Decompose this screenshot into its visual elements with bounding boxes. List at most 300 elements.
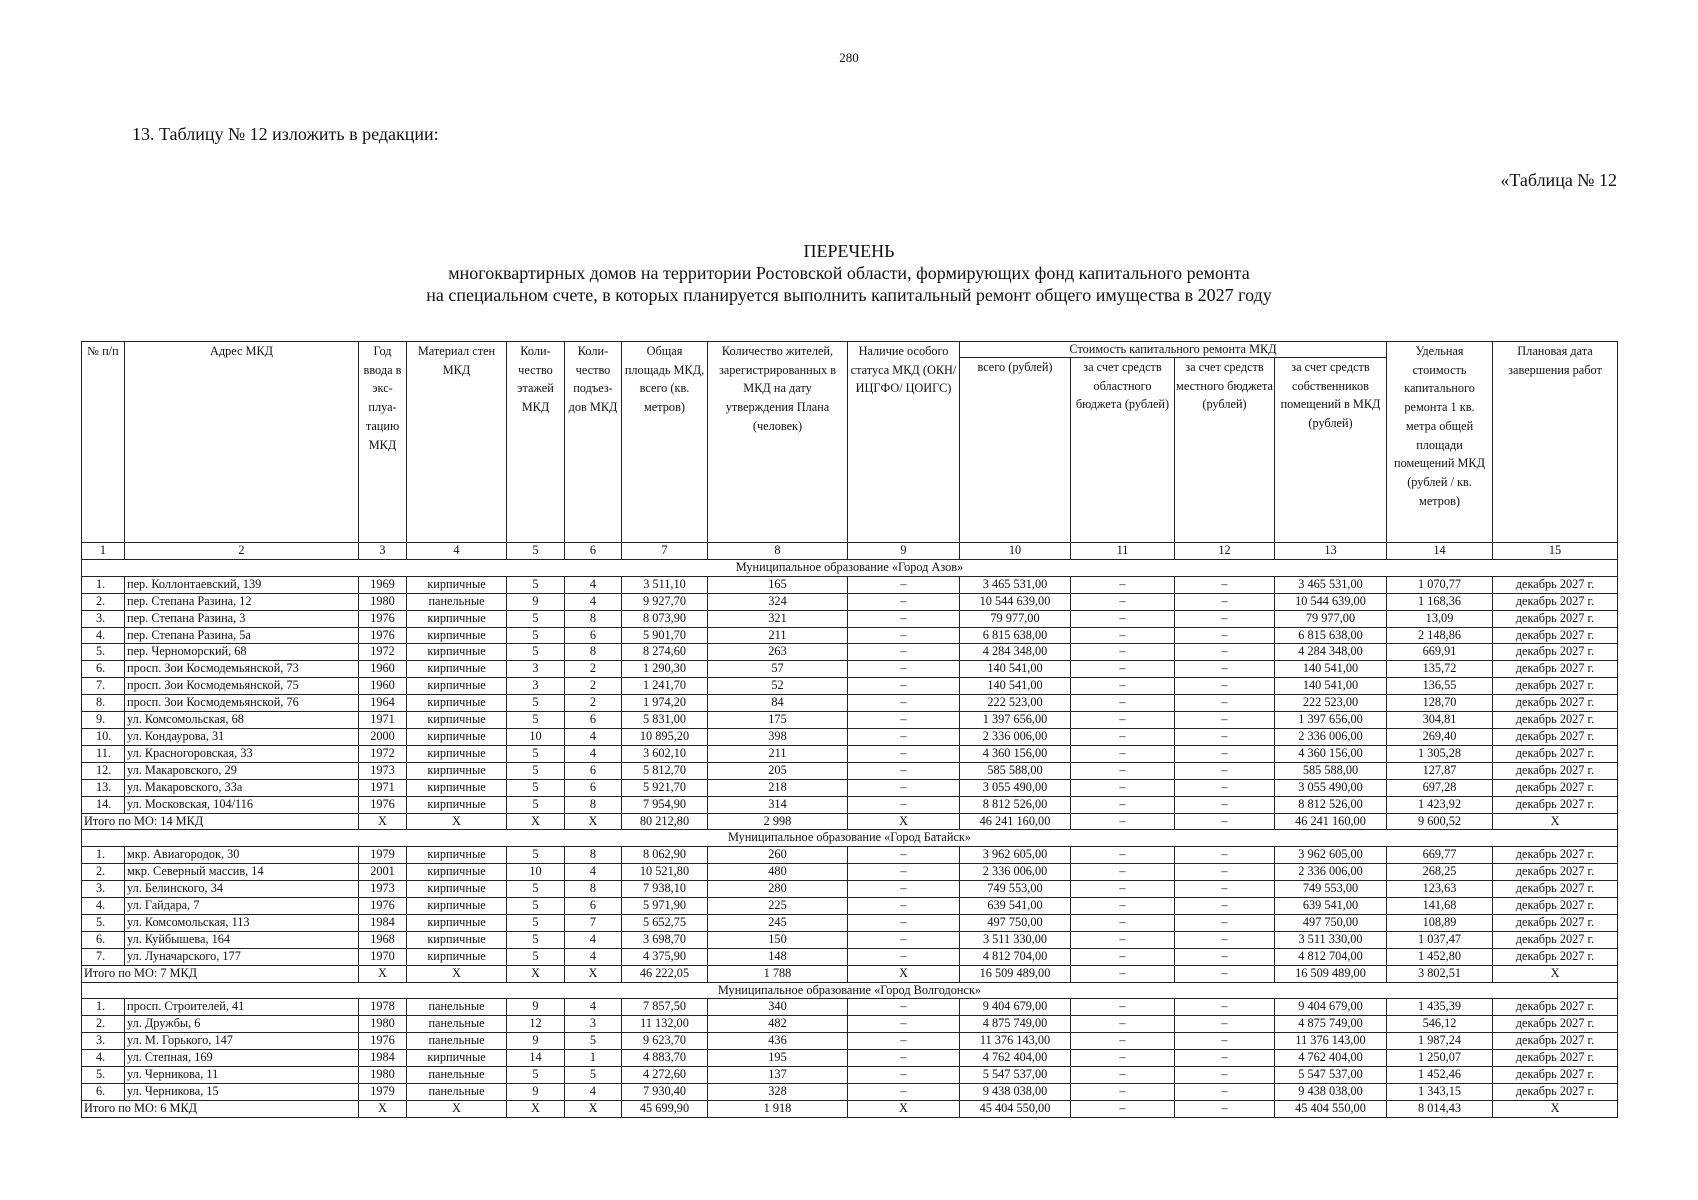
cell-cost-owners: 4 762 404,00 <box>1275 1050 1387 1067</box>
cell-address: просп. Зои Космодемьянской, 73 <box>125 661 359 678</box>
cell-num: 5. <box>82 644 125 661</box>
cell-entrances: 4 <box>565 576 622 593</box>
total-material: X <box>407 965 507 982</box>
cell-num: 2. <box>82 864 125 881</box>
cell-year: 2000 <box>359 728 407 745</box>
cell-floors: 5 <box>507 627 565 644</box>
cell-cost-local: – <box>1175 695 1275 712</box>
cell-cost-owners: 4 360 156,00 <box>1275 745 1387 762</box>
table-header <box>82 342 1618 543</box>
cell-cost-total: 140 541,00 <box>960 678 1071 695</box>
cell-completion: декабрь 2027 г. <box>1493 728 1618 745</box>
cell-floors: 5 <box>507 610 565 627</box>
cell-cost-total: 585 588,00 <box>960 762 1071 779</box>
cell-entrances: 2 <box>565 678 622 695</box>
cell-cost-local: – <box>1175 627 1275 644</box>
cell-cost-total: 4 812 704,00 <box>960 948 1071 965</box>
cell-unit-cost: 1 070,77 <box>1387 576 1493 593</box>
cell-completion: декабрь 2027 г. <box>1493 644 1618 661</box>
cell-address: пер. Степана Разина, 3 <box>125 610 359 627</box>
cell-area: 5 652,75 <box>622 914 708 931</box>
cell-cost-regional: – <box>1071 762 1175 779</box>
cell-residents: 340 <box>708 999 848 1016</box>
cell-num: 11. <box>82 745 125 762</box>
cell-material: кирпичные <box>407 661 507 678</box>
cell-num: 5. <box>82 914 125 931</box>
cell-status: – <box>848 728 960 745</box>
table-row <box>82 1016 1618 1033</box>
total-residents: 1 788 <box>708 965 848 982</box>
cell-cost-owners: 3 465 531,00 <box>1275 576 1387 593</box>
document-title <box>0 240 1698 306</box>
cell-material: кирпичные <box>407 864 507 881</box>
cell-address: ул. М. Горького, 147 <box>125 1033 359 1050</box>
cell-residents: 260 <box>708 847 848 864</box>
cell-year: 1976 <box>359 898 407 915</box>
cell-residents: 321 <box>708 610 848 627</box>
cell-unit-cost: 669,91 <box>1387 644 1493 661</box>
cell-residents: 137 <box>708 1067 848 1084</box>
cell-cost-local: – <box>1175 779 1275 796</box>
cell-completion: декабрь 2027 г. <box>1493 796 1618 813</box>
cell-entrances: 4 <box>565 593 622 610</box>
cell-address: просп. Зои Космодемьянской, 75 <box>125 678 359 695</box>
cell-area: 7 938,10 <box>622 881 708 898</box>
total-cost-local: – <box>1175 965 1275 982</box>
cell-year: 1984 <box>359 914 407 931</box>
cell-status: – <box>848 779 960 796</box>
cell-address: ул. Куйбышева, 164 <box>125 931 359 948</box>
cell-year: 1980 <box>359 1067 407 1084</box>
cell-status: – <box>848 914 960 931</box>
cell-floors: 12 <box>507 1016 565 1033</box>
cell-material: кирпичные <box>407 948 507 965</box>
cell-entrances: 8 <box>565 796 622 813</box>
cell-cost-local: – <box>1175 1050 1275 1067</box>
cell-completion: декабрь 2027 г. <box>1493 610 1618 627</box>
cell-num: 5. <box>82 1067 125 1084</box>
cell-entrances: 2 <box>565 695 622 712</box>
cell-area: 10 521,80 <box>622 864 708 881</box>
cell-cost-local: – <box>1175 745 1275 762</box>
total-label: Итого по МО: 7 МКД <box>82 965 359 982</box>
column-number-cell: 4 <box>407 543 507 560</box>
table-row <box>82 695 1618 712</box>
cell-cost-regional: – <box>1071 695 1175 712</box>
cell-material: кирпичные <box>407 627 507 644</box>
cell-cost-regional: – <box>1071 610 1175 627</box>
cell-area: 5 831,00 <box>622 712 708 729</box>
cell-entrances: 1 <box>565 1050 622 1067</box>
cell-cost-local: – <box>1175 576 1275 593</box>
cell-material: кирпичные <box>407 898 507 915</box>
cell-residents: 436 <box>708 1033 848 1050</box>
cell-year: 1969 <box>359 576 407 593</box>
cell-entrances: 6 <box>565 712 622 729</box>
cell-cost-owners: 2 336 006,00 <box>1275 728 1387 745</box>
column-number-cell: 12 <box>1175 543 1275 560</box>
cell-cost-total: 3 962 605,00 <box>960 847 1071 864</box>
cell-cost-regional: – <box>1071 914 1175 931</box>
total-year: X <box>359 1100 407 1117</box>
cell-unit-cost: 1 452,80 <box>1387 948 1493 965</box>
table-row <box>82 999 1618 1016</box>
section-title: Муниципальное образование «Город Батайск» <box>82 830 1618 847</box>
cell-cost-owners: 4 284 348,00 <box>1275 644 1387 661</box>
cell-status: – <box>848 881 960 898</box>
cell-address: просп. Строителей, 41 <box>125 999 359 1016</box>
cell-floors: 5 <box>507 576 565 593</box>
cell-year: 1979 <box>359 847 407 864</box>
cell-unit-cost: 546,12 <box>1387 1016 1493 1033</box>
header-cost-total: всего (рублей) <box>960 358 1071 543</box>
cell-cost-regional: – <box>1071 1084 1175 1101</box>
cell-cost-total: 4 875 749,00 <box>960 1016 1071 1033</box>
cell-cost-regional: – <box>1071 847 1175 864</box>
cell-cost-local: – <box>1175 847 1275 864</box>
cell-floors: 5 <box>507 948 565 965</box>
cell-floors: 5 <box>507 762 565 779</box>
cell-entrances: 4 <box>565 931 622 948</box>
table-row <box>82 847 1618 864</box>
cell-material: панельные <box>407 999 507 1016</box>
cell-residents: 218 <box>708 779 848 796</box>
total-area: 45 699,90 <box>622 1100 708 1117</box>
cell-residents: 314 <box>708 796 848 813</box>
cell-floors: 5 <box>507 644 565 661</box>
cell-entrances: 8 <box>565 881 622 898</box>
cell-unit-cost: 1 305,28 <box>1387 745 1493 762</box>
cell-material: кирпичные <box>407 779 507 796</box>
table-row <box>82 1033 1618 1050</box>
total-material: X <box>407 813 507 830</box>
cell-unit-cost: 1 435,39 <box>1387 999 1493 1016</box>
header-area: Общая площадь МКД, всего (кв. метров) <box>622 342 708 543</box>
total-floors: X <box>507 965 565 982</box>
cell-completion: декабрь 2027 г. <box>1493 712 1618 729</box>
cell-cost-owners: 3 511 330,00 <box>1275 931 1387 948</box>
cell-area: 3 602,10 <box>622 745 708 762</box>
cell-address: ул. Комсомольская, 68 <box>125 712 359 729</box>
cell-cost-owners: 140 541,00 <box>1275 678 1387 695</box>
column-number-cell: 8 <box>708 543 848 560</box>
cell-completion: декабрь 2027 г. <box>1493 678 1618 695</box>
table-row <box>82 610 1618 627</box>
cell-year: 2001 <box>359 864 407 881</box>
cell-status: – <box>848 627 960 644</box>
cell-cost-regional: – <box>1071 712 1175 729</box>
cell-num: 4. <box>82 627 125 644</box>
cell-floors: 10 <box>507 864 565 881</box>
cell-completion: декабрь 2027 г. <box>1493 627 1618 644</box>
cell-year: 1980 <box>359 1016 407 1033</box>
cell-unit-cost: 669,77 <box>1387 847 1493 864</box>
cell-residents: 482 <box>708 1016 848 1033</box>
cell-cost-owners: 6 815 638,00 <box>1275 627 1387 644</box>
cell-address: ул. Макаровского, 29 <box>125 762 359 779</box>
cell-completion: декабрь 2027 г. <box>1493 1067 1618 1084</box>
cell-area: 11 132,00 <box>622 1016 708 1033</box>
cell-year: 1976 <box>359 610 407 627</box>
cell-material: панельные <box>407 593 507 610</box>
cell-status: – <box>848 864 960 881</box>
total-completion: X <box>1493 965 1618 982</box>
table-row <box>82 779 1618 796</box>
cell-unit-cost: 268,25 <box>1387 864 1493 881</box>
cell-residents: 225 <box>708 898 848 915</box>
total-cost-owners: 46 241 160,00 <box>1275 813 1387 830</box>
cell-floors: 5 <box>507 914 565 931</box>
cell-num: 1. <box>82 576 125 593</box>
cell-material: кирпичные <box>407 610 507 627</box>
cell-entrances: 6 <box>565 779 622 796</box>
cell-status: – <box>848 1033 960 1050</box>
cell-address: мкр. Северный массив, 14 <box>125 864 359 881</box>
column-number-cell: 13 <box>1275 543 1387 560</box>
cell-entrances: 7 <box>565 914 622 931</box>
cell-num: 1. <box>82 847 125 864</box>
total-row <box>82 965 1618 982</box>
cell-residents: 211 <box>708 745 848 762</box>
cell-entrances: 4 <box>565 728 622 745</box>
cell-cost-owners: 140 541,00 <box>1275 661 1387 678</box>
cell-area: 10 895,20 <box>622 728 708 745</box>
cell-area: 3 511,10 <box>622 576 708 593</box>
cell-cost-regional: – <box>1071 1033 1175 1050</box>
cell-entrances: 4 <box>565 745 622 762</box>
total-unit-cost: 3 802,51 <box>1387 965 1493 982</box>
cell-cost-owners: 1 397 656,00 <box>1275 712 1387 729</box>
cell-material: кирпичные <box>407 712 507 729</box>
cell-residents: 57 <box>708 661 848 678</box>
column-number-row <box>82 543 1618 560</box>
cell-residents: 165 <box>708 576 848 593</box>
cell-floors: 3 <box>507 678 565 695</box>
cell-num: 10. <box>82 728 125 745</box>
cell-cost-local: – <box>1175 1016 1275 1033</box>
cell-address: ул. Макаровского, 33а <box>125 779 359 796</box>
cell-entrances: 4 <box>565 864 622 881</box>
cell-address: ул. Белинского, 34 <box>125 881 359 898</box>
cell-year: 1971 <box>359 779 407 796</box>
cell-cost-local: – <box>1175 1067 1275 1084</box>
cell-cost-total: 9 438 038,00 <box>960 1084 1071 1101</box>
table-row <box>82 1084 1618 1101</box>
cell-address: ул. Луначарского, 177 <box>125 948 359 965</box>
cell-cost-total: 8 812 526,00 <box>960 796 1071 813</box>
cell-cost-owners: 3 962 605,00 <box>1275 847 1387 864</box>
cell-unit-cost: 1 423,92 <box>1387 796 1493 813</box>
cell-completion: декабрь 2027 г. <box>1493 914 1618 931</box>
cell-cost-owners: 79 977,00 <box>1275 610 1387 627</box>
cell-status: – <box>848 593 960 610</box>
total-cost-owners: 45 404 550,00 <box>1275 1100 1387 1117</box>
cell-cost-regional: – <box>1071 999 1175 1016</box>
cell-cost-owners: 4 812 704,00 <box>1275 948 1387 965</box>
cell-area: 4 375,90 <box>622 948 708 965</box>
cell-residents: 52 <box>708 678 848 695</box>
cell-entrances: 2 <box>565 661 622 678</box>
cell-residents: 324 <box>708 593 848 610</box>
cell-unit-cost: 1 037,47 <box>1387 931 1493 948</box>
header-cost-regional: за счет средств областного бюджета (рублей) <box>1071 358 1175 543</box>
cell-floors: 5 <box>507 881 565 898</box>
cell-unit-cost: 1 452,46 <box>1387 1067 1493 1084</box>
cell-floors: 5 <box>507 898 565 915</box>
cell-status: – <box>848 576 960 593</box>
cell-material: кирпичные <box>407 931 507 948</box>
cell-residents: 205 <box>708 762 848 779</box>
cell-year: 1970 <box>359 948 407 965</box>
cell-address: ул. Комсомольская, 113 <box>125 914 359 931</box>
cell-area: 8 062,90 <box>622 847 708 864</box>
cell-cost-local: – <box>1175 881 1275 898</box>
cell-year: 1984 <box>359 1050 407 1067</box>
cell-num: 2. <box>82 593 125 610</box>
cell-year: 1960 <box>359 661 407 678</box>
cell-floors: 9 <box>507 999 565 1016</box>
cell-year: 1973 <box>359 881 407 898</box>
cell-address: ул. Черникова, 15 <box>125 1084 359 1101</box>
cell-cost-regional: – <box>1071 1016 1175 1033</box>
cell-floors: 5 <box>507 847 565 864</box>
cell-cost-local: – <box>1175 728 1275 745</box>
cell-year: 1976 <box>359 796 407 813</box>
cell-floors: 9 <box>507 1033 565 1050</box>
cell-cost-total: 749 553,00 <box>960 881 1071 898</box>
column-number-cell: 6 <box>565 543 622 560</box>
cell-cost-total: 10 544 639,00 <box>960 593 1071 610</box>
total-status: X <box>848 965 960 982</box>
cell-cost-owners: 585 588,00 <box>1275 762 1387 779</box>
cell-completion: декабрь 2027 г. <box>1493 745 1618 762</box>
cell-material: панельные <box>407 1067 507 1084</box>
cell-material: кирпичные <box>407 745 507 762</box>
cell-address: ул. Дружбы, 6 <box>125 1016 359 1033</box>
header-material: Материал стен МКД <box>407 342 507 543</box>
cell-material: кирпичные <box>407 1050 507 1067</box>
header-completion: Плановая дата завершения работ <box>1493 342 1618 543</box>
cell-year: 1968 <box>359 931 407 948</box>
cell-status: – <box>848 1084 960 1101</box>
cell-status: – <box>848 1067 960 1084</box>
cell-cost-owners: 4 875 749,00 <box>1275 1016 1387 1033</box>
cell-material: кирпичные <box>407 914 507 931</box>
total-cost-local: – <box>1175 813 1275 830</box>
cell-completion: декабрь 2027 г. <box>1493 779 1618 796</box>
cell-unit-cost: 108,89 <box>1387 914 1493 931</box>
cell-unit-cost: 304,81 <box>1387 712 1493 729</box>
cell-cost-owners: 749 553,00 <box>1275 881 1387 898</box>
cell-cost-total: 4 360 156,00 <box>960 745 1071 762</box>
intro-text: 13. Таблицу № 12 изложить в редакции: <box>132 124 439 144</box>
cell-material: кирпичные <box>407 644 507 661</box>
cell-num: 2. <box>82 1016 125 1033</box>
cell-entrances: 5 <box>565 1067 622 1084</box>
cell-address: ул. Гайдара, 7 <box>125 898 359 915</box>
cell-completion: декабрь 2027 г. <box>1493 931 1618 948</box>
cell-unit-cost: 135,72 <box>1387 661 1493 678</box>
cell-material: кирпичные <box>407 576 507 593</box>
cell-unit-cost: 269,40 <box>1387 728 1493 745</box>
cell-year: 1972 <box>359 644 407 661</box>
cell-cost-local: – <box>1175 593 1275 610</box>
total-floors: X <box>507 813 565 830</box>
cell-completion: декабрь 2027 г. <box>1493 881 1618 898</box>
total-residents: 2 998 <box>708 813 848 830</box>
cell-cost-owners: 222 523,00 <box>1275 695 1387 712</box>
cell-area: 8 274,60 <box>622 644 708 661</box>
cell-cost-owners: 10 544 639,00 <box>1275 593 1387 610</box>
cell-cost-regional: – <box>1071 779 1175 796</box>
cell-cost-local: – <box>1175 1033 1275 1050</box>
cell-cost-total: 9 404 679,00 <box>960 999 1071 1016</box>
cell-area: 9 927,70 <box>622 593 708 610</box>
cell-num: 7. <box>82 948 125 965</box>
cell-year: 1972 <box>359 745 407 762</box>
cell-completion: декабрь 2027 г. <box>1493 1033 1618 1050</box>
column-number-cell: 1 <box>82 543 125 560</box>
cell-area: 1 974,20 <box>622 695 708 712</box>
cell-floors: 5 <box>507 779 565 796</box>
cell-floors: 5 <box>507 745 565 762</box>
cell-num: 6. <box>82 931 125 948</box>
column-number-cell: 14 <box>1387 543 1493 560</box>
total-cost-local: – <box>1175 1100 1275 1117</box>
cell-cost-local: – <box>1175 678 1275 695</box>
cell-unit-cost: 1 250,07 <box>1387 1050 1493 1067</box>
total-status: X <box>848 813 960 830</box>
total-area: 46 222,05 <box>622 965 708 982</box>
cell-area: 5 971,90 <box>622 898 708 915</box>
cell-cost-regional: – <box>1071 948 1175 965</box>
header-entrances: Коли-чество подъез-дов МКД <box>565 342 622 543</box>
cell-unit-cost: 1 168,36 <box>1387 593 1493 610</box>
total-area: 80 212,80 <box>622 813 708 830</box>
cell-status: – <box>848 745 960 762</box>
table-row <box>82 644 1618 661</box>
column-number-cell: 11 <box>1071 543 1175 560</box>
table-row <box>82 898 1618 915</box>
cell-floors: 5 <box>507 712 565 729</box>
cell-completion: декабрь 2027 г. <box>1493 898 1618 915</box>
cell-status: – <box>848 712 960 729</box>
cell-area: 8 073,90 <box>622 610 708 627</box>
cell-area: 1 241,70 <box>622 678 708 695</box>
cell-cost-regional: – <box>1071 898 1175 915</box>
cell-status: – <box>848 931 960 948</box>
cell-cost-local: – <box>1175 762 1275 779</box>
cell-floors: 3 <box>507 661 565 678</box>
cell-year: 1976 <box>359 1033 407 1050</box>
cell-unit-cost: 123,63 <box>1387 881 1493 898</box>
cell-completion: декабрь 2027 г. <box>1493 661 1618 678</box>
total-cost-regional: – <box>1071 1100 1175 1117</box>
cell-entrances: 8 <box>565 610 622 627</box>
cell-material: кирпичные <box>407 728 507 745</box>
total-row <box>82 813 1618 830</box>
column-number-cell: 2 <box>125 543 359 560</box>
header-address: Адрес МКД <box>125 342 359 543</box>
cell-num: 8. <box>82 695 125 712</box>
column-number-cell: 15 <box>1493 543 1618 560</box>
cell-year: 1973 <box>359 762 407 779</box>
cell-entrances: 5 <box>565 1033 622 1050</box>
table-row <box>82 678 1618 695</box>
header-cost-local: за счет средств местного бюджета (рублей) <box>1175 358 1275 543</box>
cell-status: – <box>848 695 960 712</box>
table-row <box>82 728 1618 745</box>
